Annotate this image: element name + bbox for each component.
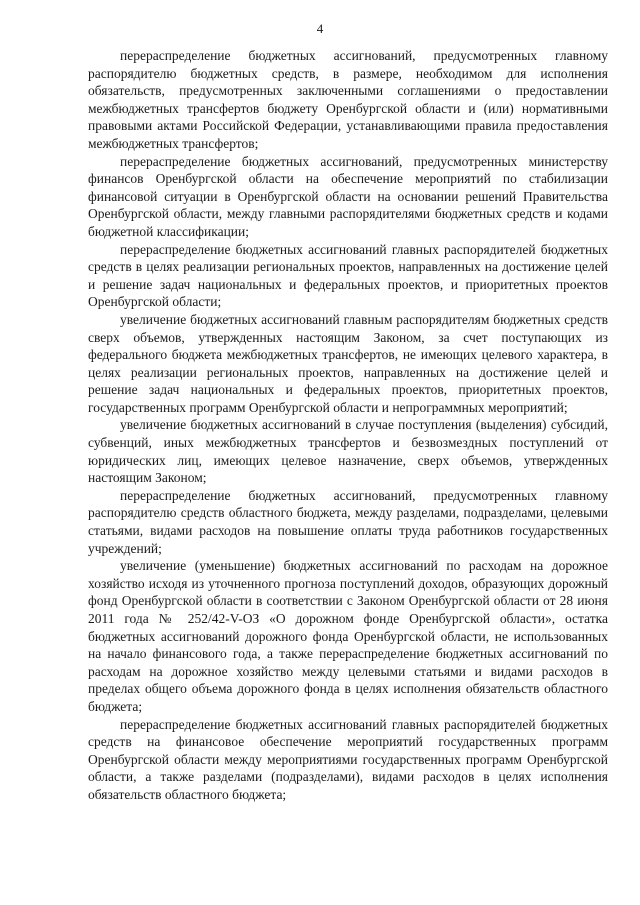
paragraph: увеличение бюджетных ассигнований в случае поступления (выделения) субсидий, субвенций, иных межбюджетных трансфертов и безвозмездных поступлений от юридических лиц, имеющих целевое назначение, сверх объемов, утвержденных настоящим Законом; (88, 417, 608, 486)
paragraph: увеличение бюджетных ассигнований главным распорядителям бюджетных средств сверх объемов, утвержденных настоящим Законом, за счет поступающих из федерального бюджета межбюджетных трансфертов, не имеющих целевого характера, в целях реализации региональных проектов, направленных на достижение целей и решение задач национальных и федеральных проектов, приоритетных проектов, государственных программ Оренбургской области и непрограммных мероприятий; (88, 311, 608, 415)
page-number: 4 (316, 21, 324, 36)
document-body (88, 47, 608, 804)
paragraph: перераспределение бюджетных ассигнований главных распорядителей бюджетных средств на финансовое обеспечение мероприятий государственных программ Оренбургской области между мероприятиями государственных программ Оренбургской области, а также разделами (подразделами), видами расходов в целях исполнения обязательств областного бюджета; (88, 716, 608, 802)
paragraph: увеличение (уменьшение) бюджетных ассигнований по расходам на дорожное хозяйство исходя из уточненного прогноза поступлений доходов, образующих дорожный фонд Оренбургской области в соответствии с Законом Оренбургской области от 28 июня 2011 года № 252/42-V-ОЗ «О дорожном фонде Оренбургской области», остатка бюджетных ассигнований дорожного фонда Оренбургской области, не использованных на начало финансового года, а также перераспределение бюджетных ассигнований по расходам на дорожное хозяйство между целевыми статьями и видами расходов в пределах общего объема дорожного фонда в целях исполнения обязательств областного бюджета; (88, 558, 608, 714)
paragraph: перераспределение бюджетных ассигнований, предусмотренных главному распорядителю бюджетных средств, в размере, необходимом для исполнения обязательств, предусмотренных заключенными соглашениями о предоставлении межбюджетных трансфертов бюджету Оренбургской области и (или) нормативными правовыми актами Российской Федерации, устанавливающими правила предоставления межбюджетных трансфертов; (88, 48, 608, 151)
paragraph: перераспределение бюджетных ассигнований, предусмотренных главному распорядителю средств областного бюджета, между разделами, подразделами, целевыми статьями, видами расходов на повышение оплаты труда работников государственных учреждений; (88, 487, 608, 556)
paragraph: перераспределение бюджетных ассигнований, предусмотренных министерству финансов Оренбургской области на обеспечение мероприятий по стабилизации финансовой ситуации в Оренбургской области на основании решений Правительства Оренбургской области, между главными распорядителями бюджетных средств и кодами бюджетной классификации; (88, 153, 608, 239)
paragraph: перераспределение бюджетных ассигнований главных распорядителей бюджетных средств в целях реализации региональных проектов, направленных на достижение целей и решение задач национальных и федеральных проектов, и приоритетных проектов Оренбургской области; (88, 241, 608, 310)
